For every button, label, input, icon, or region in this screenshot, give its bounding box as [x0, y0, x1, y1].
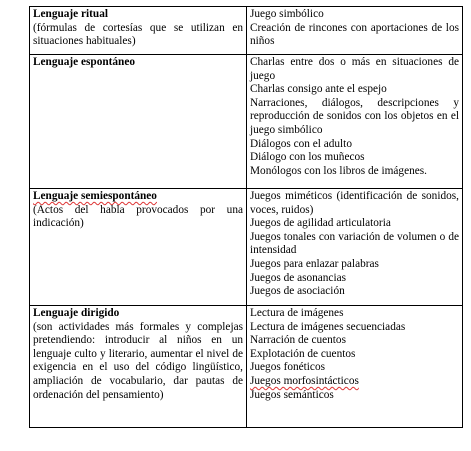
activity-item: Juegos semánticos: [250, 388, 334, 401]
cell-semiespontaneo-activities: [247, 189, 463, 306]
row-heading: Lenguaje dirigido: [33, 307, 120, 319]
activity-item: Charlas entre dos o más en situaciones de juego: [250, 56, 459, 82]
table-body: [30, 7, 463, 428]
activity-item: Juegos fonéticos: [250, 361, 325, 374]
row-heading: Lenguaje ritual: [33, 8, 108, 20]
table-row-ritual: [30, 7, 463, 55]
row-heading: Lenguaje semiespontáneo: [33, 190, 157, 202]
activity-item: Lectura de imágenes secuenciadas: [250, 320, 406, 333]
cell-dirigido-type: [30, 306, 247, 428]
activity-item: Narraciones, diálogos, descripciones y reproducción de sonidos con los objetos en el juego simbólico: [250, 96, 459, 136]
activity-item: Monólogos con los libros de imágenes.: [250, 164, 427, 177]
activity-item: Charlas consigo ante el espejo: [250, 83, 387, 96]
activity-item: Diálogo con los muñecos: [250, 151, 365, 164]
table-row-espontaneo: [30, 55, 463, 189]
activity-item: Juegos miméticos (identificación de sonidos, voces, ruidos): [250, 190, 459, 216]
row-description: (son actividades más formales y complejas pretendiendo: introducir al niños en un lenguaje culto y literario, aumentar el nivel de exigencia en el uso del código lingüístico, ampliación de vocabulario, dar pautas de ordenación del pensamiento): [33, 320, 243, 401]
cell-ritual-activities: [247, 7, 463, 55]
row-description: (Actos del habla provocados por una indicación): [33, 203, 243, 230]
activity-item: Juegos tonales con variación de volumen o de intensidad: [250, 230, 459, 257]
row-description: (fórmulas de cortesías que se utilizan en situaciones habituales): [33, 21, 243, 48]
activity-item: Creación de rincones con aportaciones de los niños: [250, 21, 459, 48]
activity-item: Juegos de asociación: [250, 285, 345, 298]
cell-semiespontaneo-type: [30, 189, 247, 306]
cell-dirigido-activities: [247, 306, 463, 428]
cell-espontaneo-activities: [247, 55, 463, 189]
language-activities-table: [29, 6, 463, 428]
activity-item: Juegos para enlazar palabras: [250, 257, 379, 270]
activity-item: Narración de cuentos: [250, 334, 346, 347]
cell-ritual-type: [30, 7, 247, 55]
activity-item: Juegos morfosintácticos: [250, 374, 359, 387]
cell-espontaneo-type: [30, 55, 247, 189]
activity-item: Diálogos con el adulto: [250, 137, 352, 150]
activity-item: Juego simbólico: [250, 8, 324, 20]
activity-item: Juegos de asonancias: [250, 271, 346, 284]
table-row-semiespontaneo: [30, 189, 463, 306]
activity-item: Juegos de agilidad articulatoria: [250, 217, 391, 230]
activity-item: Explotación de cuentos: [250, 347, 356, 360]
activity-item: Lectura de imágenes: [250, 307, 344, 319]
row-heading: Lenguaje espontáneo: [33, 56, 135, 68]
table-row-dirigido: [30, 306, 463, 428]
